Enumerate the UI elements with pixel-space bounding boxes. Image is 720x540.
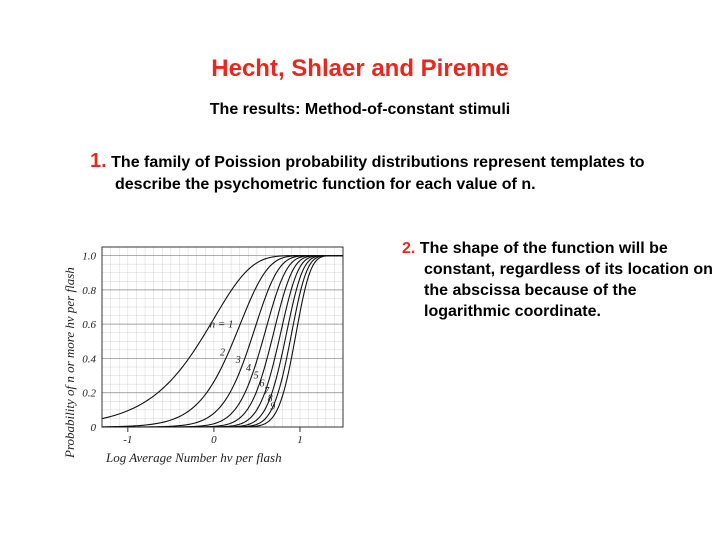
point-1: [90, 150, 655, 196]
curve-label: 6: [259, 378, 265, 390]
curve-label: 5: [253, 370, 259, 382]
y-tick-label: 0.8: [82, 284, 96, 297]
curve-label: 9: [270, 401, 276, 413]
curve-label: 3: [235, 355, 241, 367]
y-tick-label: 0: [90, 422, 96, 434]
poisson-psychometric-chart: [58, 230, 388, 470]
point-1-text: The family of Poission probability distributions represent templates to describe the psychometric function for each value of n.: [111, 154, 645, 193]
point-2-number: 2.: [402, 240, 416, 257]
y-tick-label: 0.6: [82, 319, 96, 332]
curve-label: 2: [220, 347, 225, 359]
slide-subtitle: The results: Method-of-constant stimuli: [209, 101, 511, 118]
x-tick-label: 1: [297, 434, 303, 446]
chart-x-label: Log Average Number hν per flash: [106, 450, 282, 465]
x-tick-label: -1: [123, 434, 133, 446]
chart-y-label: Probability of n or more hν per flash: [62, 267, 77, 458]
curve-annotation: n = 1: [209, 318, 234, 331]
slide-title: Hecht, Shlaer and Pirenne: [211, 55, 509, 82]
curve-label: 4: [246, 362, 251, 374]
point-2: [402, 238, 714, 322]
y-tick-label: 0.2: [82, 387, 96, 400]
y-tick-label: 0.4: [82, 353, 96, 366]
point-1-number: 1.: [90, 150, 107, 172]
curve-label: 7: [264, 386, 270, 397]
chart-grid: [102, 247, 343, 427]
point-2-text: The shape of the function will be constant, regardless of its location on the abscissa because of the logarithmic coordinate.: [419, 240, 713, 320]
curve-label: 8: [267, 393, 273, 405]
x-tick-label: 0: [211, 434, 217, 446]
y-tick-label: 1.0: [82, 250, 96, 263]
